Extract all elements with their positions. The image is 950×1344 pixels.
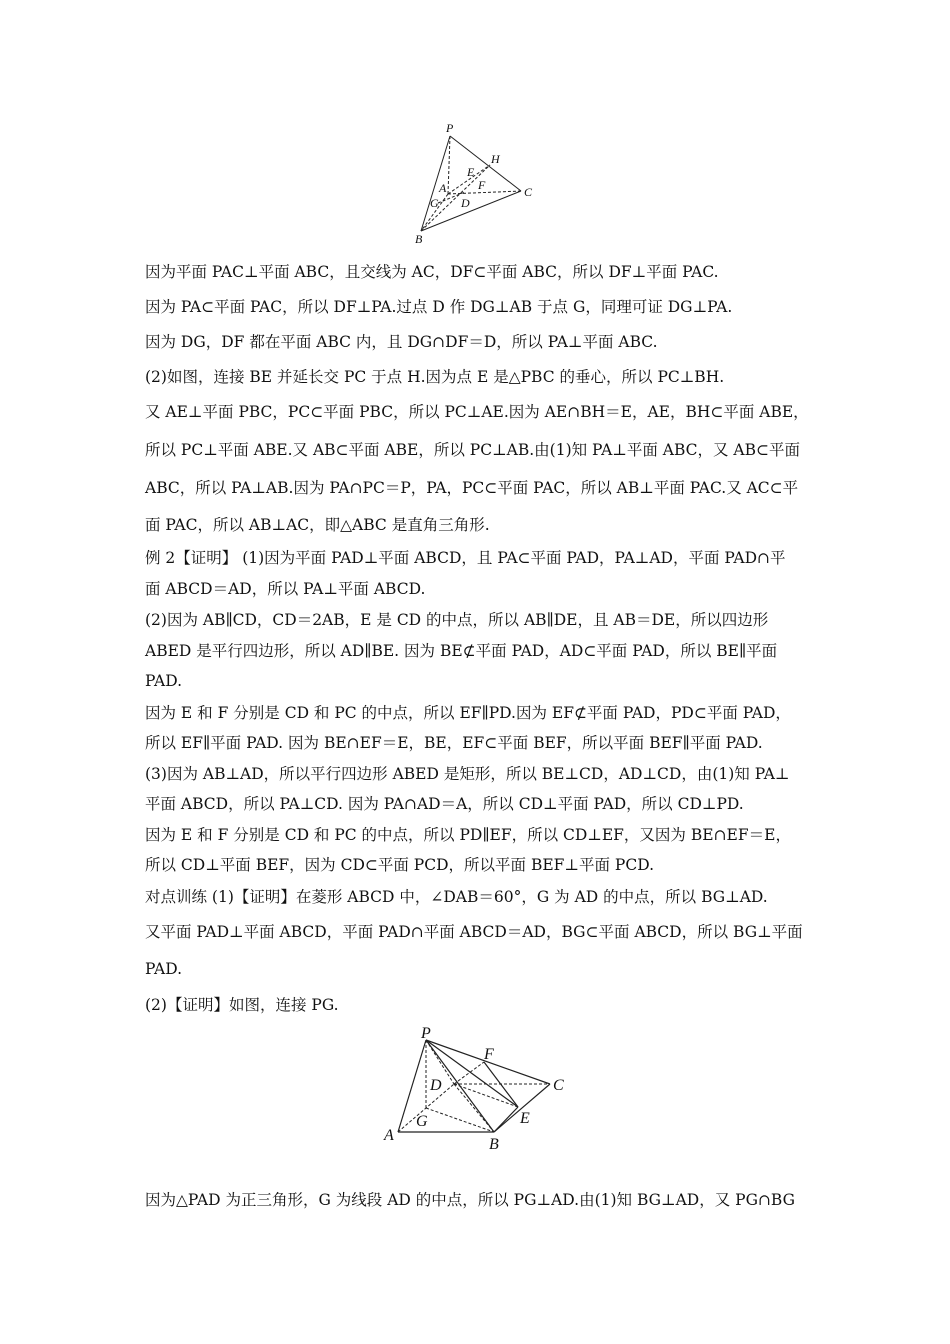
fig1-label-F: F (478, 178, 486, 192)
text-line: PAD. (145, 672, 183, 690)
text-line: 所以 CD⊥平面 BEF，因为 CD⊂平面 PCD，所以平面 BEF⊥平面 PCD. (145, 856, 655, 874)
text-line: 又 AE⊥平面 PBC，PC⊂平面 PBC，所以 PC⊥AE.因为 AE∩BH＝E，AE，BH⊂平面 ABE， (145, 403, 809, 421)
text-line: 所以 EF∥平面 PAD. 因为 BE∩EF＝E，BE，EF⊂平面 BEF，所以平面 BEF∥平面 PAD. (145, 734, 763, 752)
text-line: 因为 E 和 F 分别是 CD 和 PC 的中点，所以 PD∥EF，所以 CD⊥EF，又因为 BE∩EF＝E， (145, 826, 791, 844)
fig1-label-D: D (461, 196, 470, 210)
fig1-label-G: G (430, 196, 439, 210)
fig1-label-C: C (524, 185, 533, 199)
text-line: 对点训练 (1)【证明】在菱形 ABCD 中，∠DAB＝60°，G 为 AD 的中点，所以 BG⊥AD. (145, 888, 768, 906)
fig1-label-P: P (446, 121, 454, 135)
text-line: 又平面 PAD⊥平面 ABCD，平面 PAD∩平面 ABCD＝AD，BG⊂平面 ABCD，所以 BG⊥平面 (145, 923, 803, 941)
text-line: 因为平面 PAC⊥平面 ABC，且交线为 AC，DF⊂平面 ABC，所以 DF⊥平面 PAC. (145, 263, 719, 281)
fig2-label-C: C (553, 1077, 564, 1094)
text-line: PAD. (145, 960, 183, 978)
fig1-label-E: E (467, 165, 475, 179)
text-line: 因为 PA⊂平面 PAC，所以 DF⊥PA.过点 D 作 DG⊥AB 于点 G，同理可证 DG⊥PA. (145, 298, 733, 316)
text-line: (2)因为 AB∥CD，CD＝2AB，E 是 CD 的中点，所以 AB∥DE，且 AB＝DE，所以四边形 (145, 611, 769, 629)
text-line: 面 PAC，所以 AB⊥AC，即△ABC 是直角三角形. (145, 516, 490, 534)
text-line: 因为△PAD 为正三角形，G 为线段 AD 的中点，所以 PG⊥AD.由(1)知 BG⊥AD，又 PG∩BG (145, 1191, 795, 1209)
text-line: 面 ABCD＝AD，所以 PA⊥平面 ABCD. (145, 580, 426, 598)
text-line: 例 2【证明】 (1)因为平面 PAD⊥平面 ABCD，且 PA⊂平面 PAD，PA⊥AD，平面 PAD∩平 (145, 549, 786, 567)
text-line: (2)如图，连接 BE 并延长交 PC 于点 H.因为点 E 是△PBC 的垂心，所以 PC⊥BH. (145, 368, 725, 386)
text-line: 所以 PC⊥平面 ABE.又 AB⊂平面 ABE，所以 PC⊥AB.由(1)知 PA⊥平面 ABC，又 AB⊂平面 (145, 441, 800, 459)
figure-tetrahedron (405, 118, 555, 246)
text-line: ABED 是平行四边形，所以 AD∥BE. 因为 BE⊄平面 PAD，AD⊂平面 PAD，所以 BE∥平面 (145, 642, 778, 660)
text-line: 因为 E 和 F 分别是 CD 和 PC 的中点，所以 EF∥PD.因为 EF⊄平面 PAD，PD⊂平面 PAD， (145, 704, 791, 722)
fig2-label-P: P (421, 1025, 431, 1042)
fig1-label-H: H (491, 152, 500, 166)
text-line: ABC，所以 PA⊥AB.因为 PA∩PC＝P，PA，PC⊂平面 PAC，所以 AB⊥平面 PAC.又 AC⊂平 (145, 479, 799, 497)
fig2-label-A: A (384, 1127, 394, 1144)
text-line: (3)因为 AB⊥AD，所以平行四边形 ABED 是矩形，所以 BE⊥CD，AD⊥CD，由(1)知 PA⊥ (145, 765, 790, 783)
fig1-label-B: B (415, 232, 423, 246)
figure-pyramid (380, 1022, 580, 1154)
text-line: (2)【证明】如图，连接 PG. (145, 996, 339, 1014)
fig1-label-A: A (439, 181, 447, 195)
fig2-label-D: D (430, 1077, 442, 1094)
text-line: 因为 DG，DF 都在平面 ABC 内，且 DG∩DF＝D，所以 PA⊥平面 ABC. (145, 333, 658, 351)
text-line: 平面 ABCD，所以 PA⊥CD. 因为 PA∩AD＝A，所以 CD⊥平面 PAD，所以 CD⊥PD. (145, 795, 744, 813)
fig2-label-B: B (489, 1136, 499, 1153)
fig2-label-G: G (416, 1113, 428, 1130)
fig2-label-F: F (484, 1046, 494, 1063)
fig2-label-E: E (520, 1110, 530, 1127)
